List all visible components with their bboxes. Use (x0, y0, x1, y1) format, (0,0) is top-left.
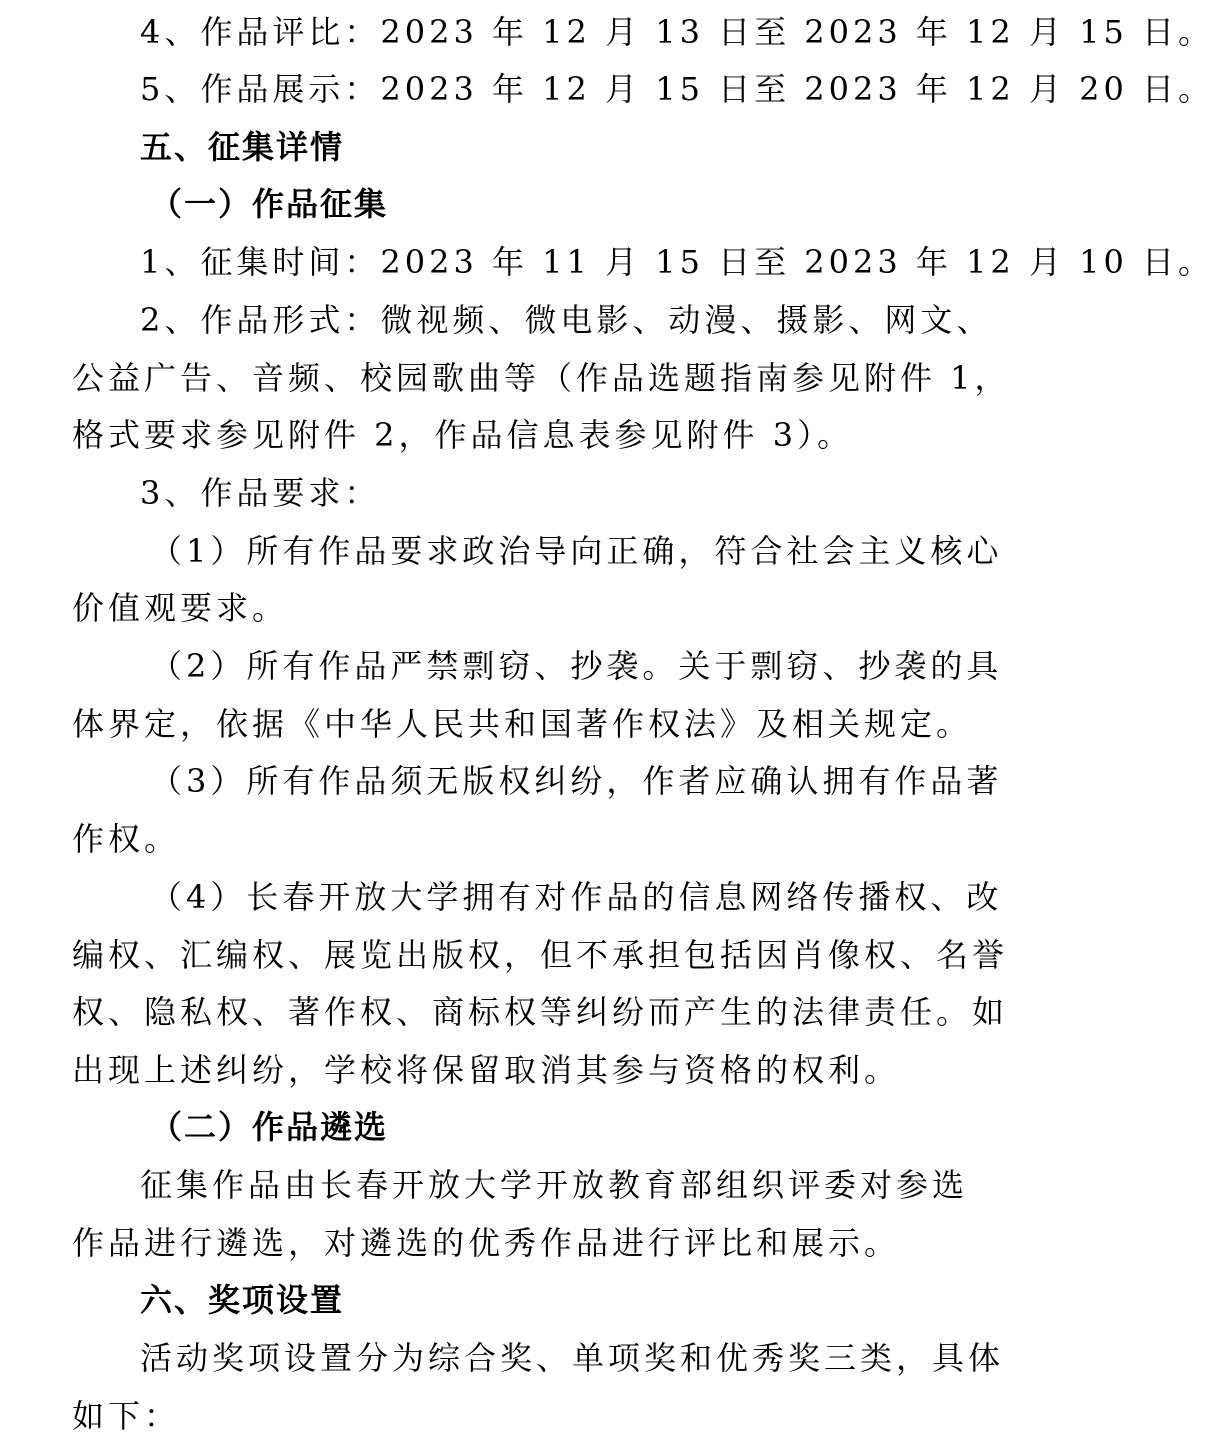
schedule-item-4: 4、作品评比：2023 年 12 月 13 日至 2023 年 12 月 15 日。 (140, 13, 1214, 51)
section-heading-5: 五、征集详情 (140, 128, 345, 166)
paragraph-line: 征集作品由长春开放大学开放教育部组织评委对参选 (140, 1166, 969, 1204)
paragraph-line: 3、作品要求： (140, 474, 381, 512)
paragraph-line: 1、征集时间：2023 年 11 月 15 日至 2023 年 12 月 10 日。 (140, 243, 1214, 281)
paragraph-line: 如下： (72, 1397, 181, 1435)
subsection-heading-1: （一）作品征集 (150, 185, 389, 223)
paragraph-line: 权、隐私权、著作权、商标权等纠纷而产生的法律责任。如 (72, 993, 1009, 1031)
paragraph-line: 体界定，依据《中华人民共和国著作权法》及相关规定。 (72, 705, 973, 743)
paragraph-line: （3）所有作品须无版权纠纷，作者应确认拥有作品著 (150, 762, 1003, 800)
subsection-heading-2: （二）作品遴选 (150, 1108, 389, 1146)
paragraph-line: 作权。 (72, 820, 181, 858)
paragraph-line: 作品进行遴选，对遴选的优秀作品进行评比和展示。 (72, 1224, 901, 1262)
schedule-item-5: 5、作品展示：2023 年 12 月 15 日至 2023 年 12 月 20 日。 (140, 70, 1214, 108)
paragraph-line: 编权、汇编权、展览出版权，但不承担包括因肖像权、名誉 (72, 936, 1009, 974)
paragraph-line: （1）所有作品要求政治导向正确，符合社会主义核心 (150, 532, 1003, 570)
paragraph-line: 公益广告、音频、校园歌曲等（作品选题指南参见附件 1， (72, 359, 1011, 397)
paragraph-line: 价值观要求。 (72, 589, 289, 627)
section-heading-6: 六、奖项设置 (140, 1281, 345, 1319)
paragraph-line: 出现上述纠纷，学校将保留取消其参与资格的权利。 (72, 1051, 901, 1089)
paragraph-line: 2、作品形式：微视频、微电影、动漫、摄影、网文、 (140, 301, 993, 339)
paragraph-line: （4）长春开放大学拥有对作品的信息网络传播权、改 (150, 878, 1003, 916)
paragraph-line: （2）所有作品严禁剽窃、抄袭。关于剽窃、抄袭的具 (150, 647, 1003, 685)
paragraph-line: 活动奖项设置分为综合奖、单项奖和优秀奖三类，具体 (140, 1339, 1005, 1377)
paragraph-line: 格式要求参见附件 2，作品信息表参见附件 3）。 (72, 416, 854, 454)
